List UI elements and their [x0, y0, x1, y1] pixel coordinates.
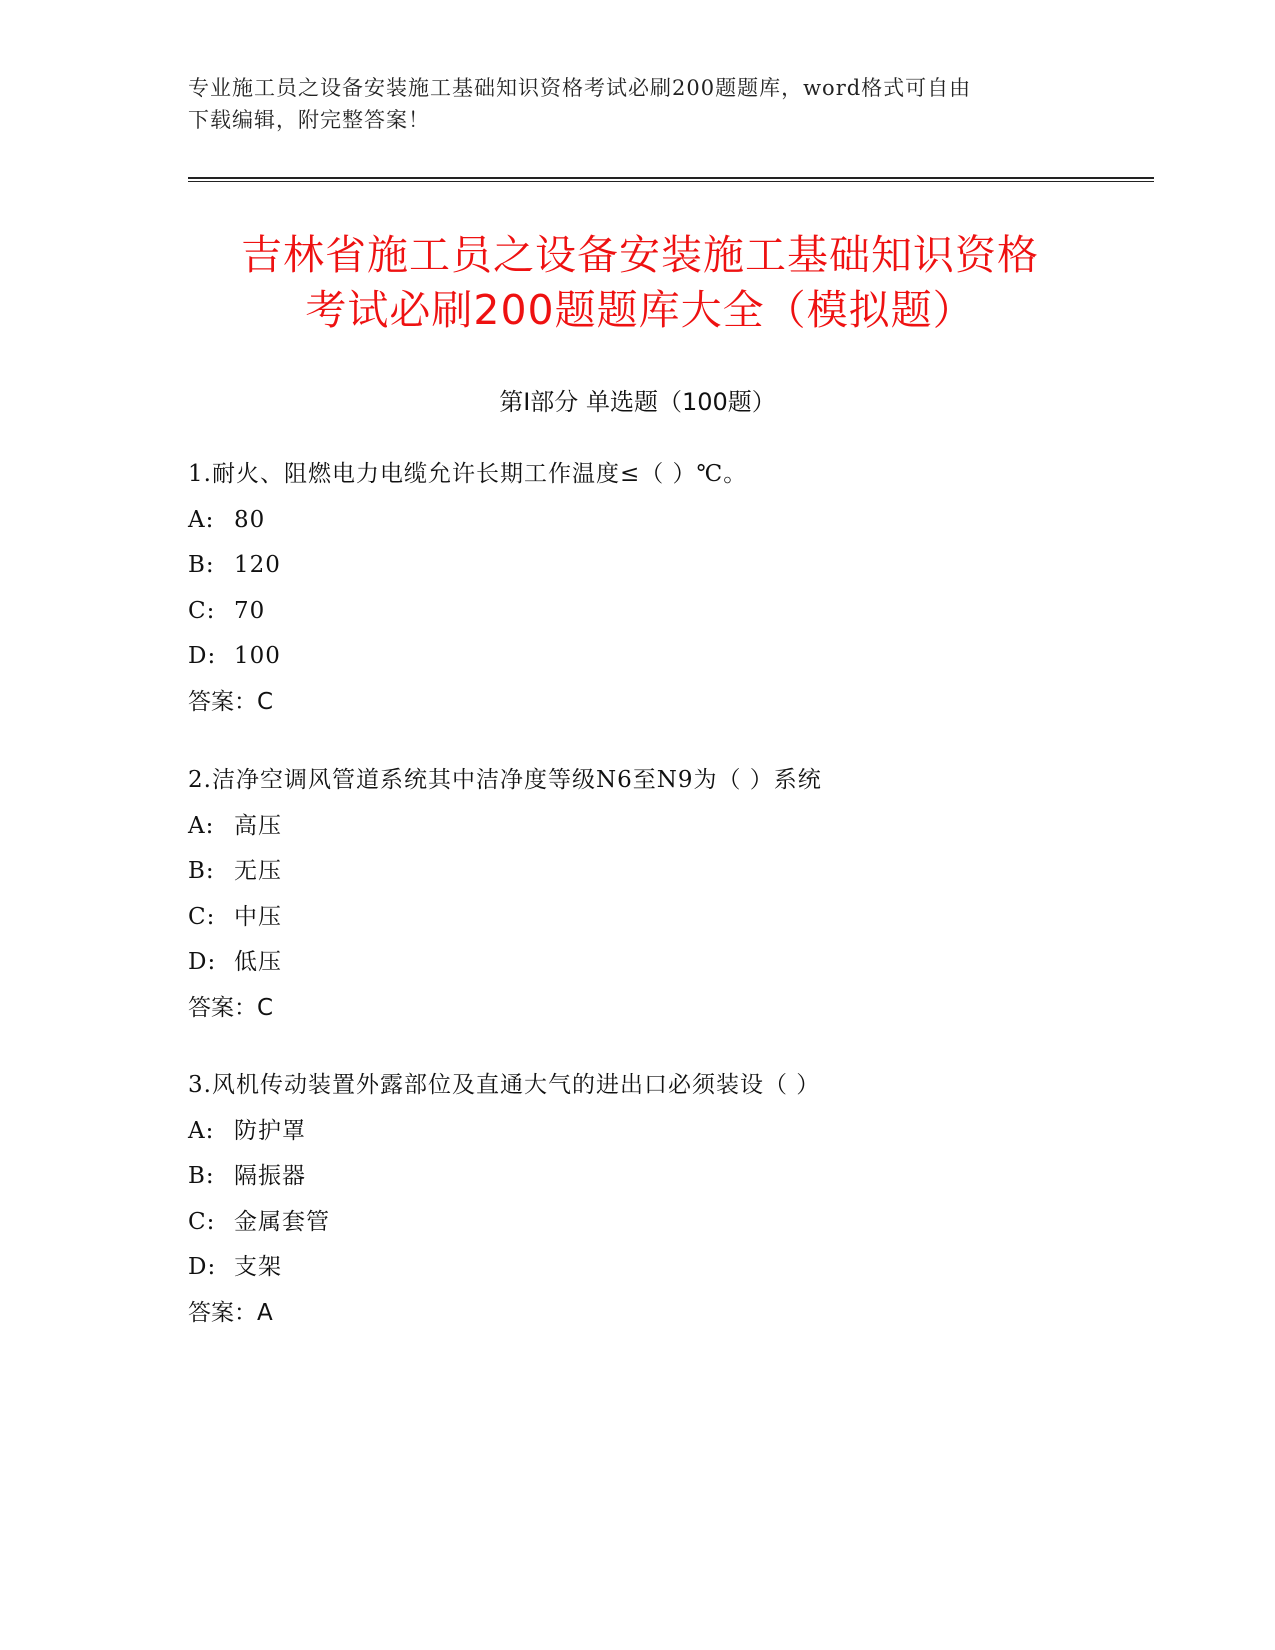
answer-line: 答案：C — [188, 994, 274, 1021]
option-text: 支架 — [234, 1254, 282, 1280]
option-text: 120 — [234, 552, 281, 578]
option-text: 金属套管 — [234, 1208, 330, 1235]
option-text: 隔振器 — [234, 1163, 306, 1189]
header-divider — [188, 177, 1154, 183]
document-title-line-1: 吉林省施工员之设备安装施工基础知识资格 — [241, 231, 1039, 279]
option-text: 低压 — [234, 949, 282, 975]
question-2 — [188, 758, 1148, 1031]
option-b — [188, 543, 1148, 589]
option-letter: D: — [188, 643, 217, 669]
option-text: 70 — [234, 597, 266, 624]
answer-line: 答案：C — [188, 688, 274, 715]
option-c — [188, 589, 1148, 635]
option-text: 80 — [234, 506, 266, 533]
option-letter: A: — [188, 1117, 215, 1144]
option-text: 中压 — [234, 903, 282, 930]
question-stem: 1.耐火、阻燃电力电缆允许长期工作温度≤（ ）℃。 — [188, 461, 748, 487]
question-stem: 2.洁净空调风管道系统其中洁净度等级N6至N9为（ ）系统 — [188, 767, 822, 793]
answer-line: 答案：A — [188, 1299, 273, 1326]
option-text: 100 — [234, 643, 281, 669]
option-letter: B: — [188, 1163, 215, 1189]
option-text: 防护罩 — [234, 1117, 306, 1144]
option-b — [188, 1154, 1148, 1200]
option-d — [188, 634, 1148, 680]
option-a — [188, 498, 1148, 544]
option-letter: C: — [188, 903, 216, 930]
option-c — [188, 1200, 1148, 1246]
option-letter: D: — [188, 949, 217, 975]
question-1 — [188, 452, 1148, 725]
option-letter: C: — [188, 597, 216, 624]
option-b — [188, 849, 1148, 895]
option-letter: A: — [188, 506, 215, 533]
header-note-line-2: 下载编辑，附完整答案！ — [188, 108, 430, 132]
option-letter: B: — [188, 858, 215, 884]
option-letter: C: — [188, 1208, 216, 1235]
option-a — [188, 804, 1148, 850]
option-c — [188, 895, 1148, 941]
option-letter: D: — [188, 1254, 217, 1280]
document-title — [150, 228, 1130, 338]
header-note — [188, 72, 1068, 136]
document-title-line-2: 考试必刷200题题库大全（模拟题） — [305, 286, 975, 334]
option-letter: B: — [188, 552, 215, 578]
question-3 — [188, 1063, 1148, 1336]
option-d — [188, 940, 1148, 986]
option-text: 高压 — [234, 812, 282, 839]
question-stem: 3.风机传动装置外露部位及直通大气的进出口必须装设（ ） — [188, 1072, 821, 1098]
header-note-line-1: 专业施工员之设备安装施工基础知识资格考试必刷200题题库，word格式可自由 — [188, 76, 972, 100]
option-d — [188, 1245, 1148, 1291]
option-a — [188, 1109, 1148, 1155]
section-heading: 第Ⅰ部分 单选题（100题） — [499, 388, 776, 416]
option-text: 无压 — [234, 858, 282, 884]
option-letter: A: — [188, 812, 215, 839]
